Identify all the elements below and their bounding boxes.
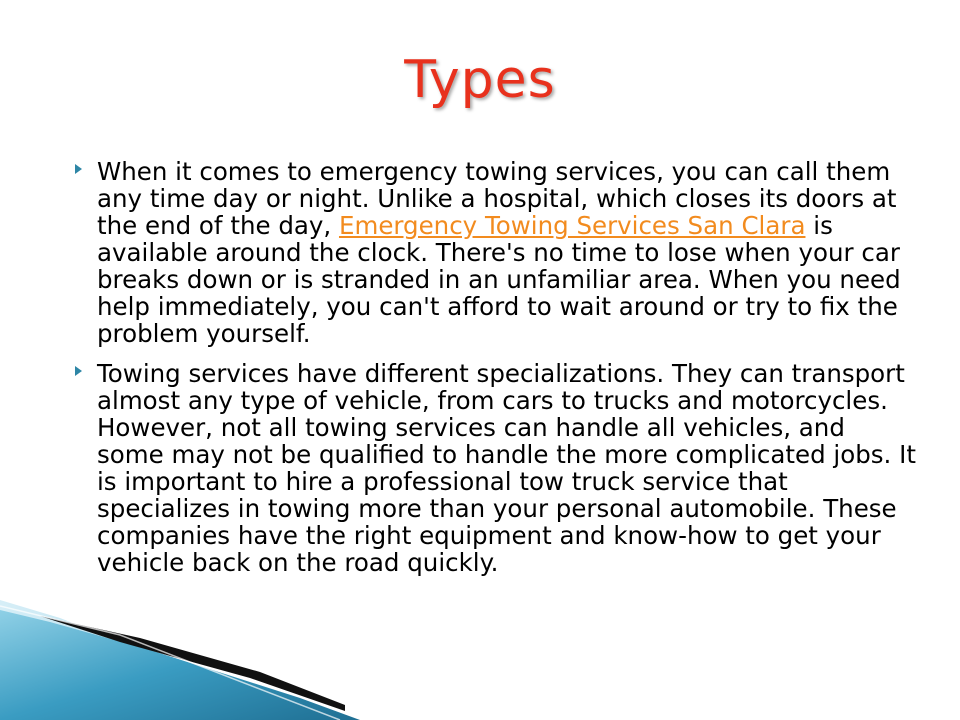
bullet-1-text-after: is available around the clock. There's no time to lose when your car breaks down or is stranded in an unfamiliar area. When you need help immediately, you can't afford to wait around or try to fix the problem yourself. — [97, 211, 901, 348]
triangle-right-icon — [75, 164, 82, 174]
triangle-right-icon — [75, 366, 82, 376]
bullet-item-1 — [66, 158, 916, 347]
decorative-swoosh — [0, 580, 960, 720]
slide-content — [66, 158, 916, 589]
emergency-towing-link[interactable]: Emergency Towing Services San Clara — [338, 211, 806, 240]
slide-title: Types — [404, 50, 556, 110]
bullet-2-text: Towing services have different specializations. They can transport almost any type of vehicle, from cars to trucks and motorcycles. However, not all towing services can handle all vehicles, and some may not be qualified to handle the more complicated jobs. It is important to hire a professional tow truck service that specializes in towing more than your personal automobile. These companies have the right equipment and know-how to get your vehicle back on the road quickly. — [97, 359, 916, 577]
bullet-1-text-before: When it comes to emergency towing services, you can call them any time day or night. Unlike a hospital, which closes its doors at the end of the day, — [97, 157, 897, 240]
bullet-item-2 — [66, 360, 916, 576]
decor-blue-band — [0, 610, 360, 720]
